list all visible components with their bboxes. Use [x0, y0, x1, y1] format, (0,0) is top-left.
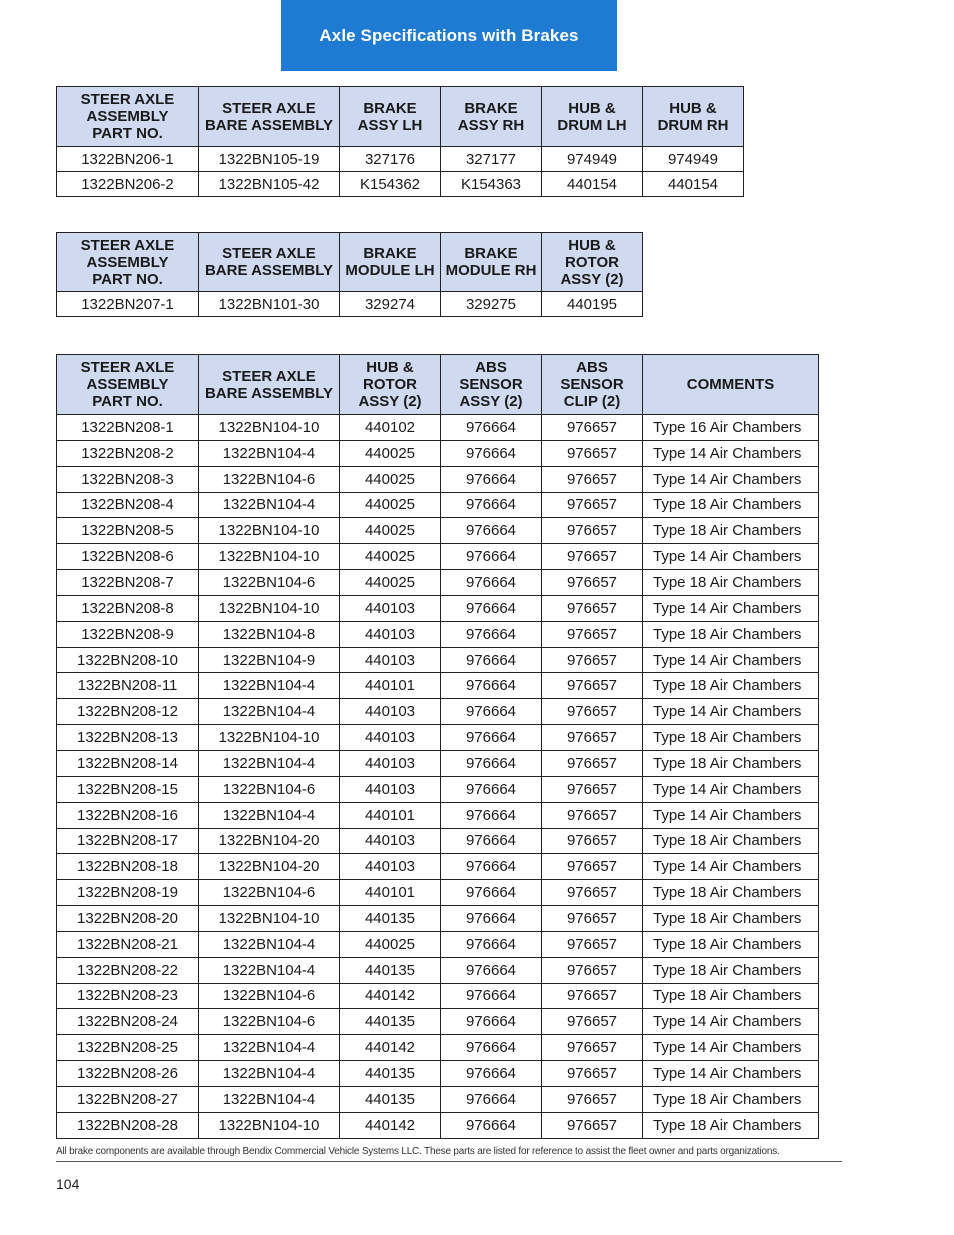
table-cell: 976664 [441, 1061, 542, 1087]
table-row [57, 570, 819, 596]
table-cell: 440025 [340, 518, 441, 544]
table-cell: 976664 [441, 1086, 542, 1112]
table-cell: 976657 [542, 1086, 643, 1112]
table-cell: Type 18 Air Chambers [643, 880, 819, 906]
table-cell: 327177 [441, 147, 542, 172]
table-cell: 976657 [542, 957, 643, 983]
table-cell: 1322BN208-2 [57, 440, 199, 466]
table-cell: 1322BN104-4 [199, 440, 340, 466]
table-cell: 1322BN104-20 [199, 854, 340, 880]
table-cell: 1322BN104-10 [199, 544, 340, 570]
table-cell: 440103 [340, 595, 441, 621]
table-row [57, 802, 819, 828]
column-header-line: BRAKE [464, 245, 518, 262]
column-header [199, 87, 340, 147]
column-header-line: DRUM LH [557, 116, 627, 134]
table-cell: 976664 [441, 983, 542, 1009]
column-header [441, 355, 542, 415]
table-cell: Type 18 Air Chambers [643, 931, 819, 957]
column-header [199, 355, 340, 415]
table-cell: 976664 [441, 931, 542, 957]
table-cell: Type 14 Air Chambers [643, 776, 819, 802]
table-cell: Type 14 Air Chambers [643, 1061, 819, 1087]
table-cell: 1322BN208-6 [57, 544, 199, 570]
table-cell: Type 14 Air Chambers [643, 466, 819, 492]
table-cell: 1322BN104-10 [199, 1112, 340, 1138]
table-cell: 1322BN208-4 [57, 492, 199, 518]
column-header-line: COMMENTS [686, 376, 775, 393]
table-row [57, 147, 744, 172]
table-cell: 1322BN208-20 [57, 906, 199, 932]
table-cell: 976657 [542, 440, 643, 466]
table-header-row [57, 87, 744, 147]
table-cell: 976657 [542, 544, 643, 570]
table-cell: 1322BN208-1 [57, 415, 199, 441]
brake-drum-spec-table [56, 86, 744, 197]
column-header-line: ASSEMBLY [86, 376, 169, 393]
column-header-line: BARE ASSEMBLY [204, 384, 334, 402]
table-cell: 329274 [340, 292, 441, 317]
table-cell: 1322BN104-6 [199, 880, 340, 906]
table-cell: 976657 [542, 776, 643, 802]
brake-module-spec-table [56, 232, 643, 317]
table-cell: 976657 [542, 699, 643, 725]
column-header-line: STEER AXLE [222, 367, 316, 385]
table-cell: 976657 [542, 1112, 643, 1138]
table-row [57, 1035, 819, 1061]
column-header-line: HUB & [568, 236, 616, 254]
table-cell: 1322BN104-4 [199, 1086, 340, 1112]
table-cell: 1322BN208-18 [57, 854, 199, 880]
table-cell: 1322BN206-1 [57, 147, 199, 172]
table-cell: 1322BN208-24 [57, 1009, 199, 1035]
table-cell: Type 14 Air Chambers [643, 854, 819, 880]
table-cell: 976657 [542, 518, 643, 544]
table-cell: 976657 [542, 1009, 643, 1035]
table-cell: 1322BN208-12 [57, 699, 199, 725]
table-cell: 440195 [542, 292, 643, 317]
table-cell: 976657 [542, 750, 643, 776]
table-cell: Type 14 Air Chambers [643, 1035, 819, 1061]
table-cell: 440102 [340, 415, 441, 441]
table-cell: 976664 [441, 492, 542, 518]
table-cell: 976664 [441, 750, 542, 776]
table-cell: 1322BN208-9 [57, 621, 199, 647]
column-header-line: SENSOR [459, 376, 523, 393]
table-row [57, 518, 819, 544]
column-header-line: PART NO. [92, 270, 163, 288]
table-cell: 1322BN105-19 [199, 147, 340, 172]
table-cell: Type 18 Air Chambers [643, 983, 819, 1009]
column-header-line: ROTOR [565, 253, 619, 271]
table-cell: 976657 [542, 415, 643, 441]
column-header [441, 87, 542, 147]
table-cell: Type 18 Air Chambers [643, 828, 819, 854]
table-row [57, 931, 819, 957]
table-cell: 1322BN104-9 [199, 647, 340, 673]
column-header-line: MODULE RH [445, 262, 537, 279]
table-cell: 440103 [340, 647, 441, 673]
table-cell: 1322BN208-7 [57, 570, 199, 596]
table-cell: 976664 [441, 440, 542, 466]
table-cell: 1322BN206-2 [57, 172, 199, 197]
table-cell: 976664 [441, 518, 542, 544]
column-header-line: ASSEMBLY [86, 253, 169, 271]
table-cell: 1322BN208-10 [57, 647, 199, 673]
table-cell: 1322BN104-20 [199, 828, 340, 854]
table-cell: Type 18 Air Chambers [643, 750, 819, 776]
table-cell: Type 18 Air Chambers [643, 570, 819, 596]
table-cell: Type 14 Air Chambers [643, 544, 819, 570]
table-cell: 1322BN101-30 [199, 292, 340, 317]
column-header-line: ASSY (2) [358, 393, 422, 410]
table-cell: 1322BN104-6 [199, 776, 340, 802]
column-header-line: PART NO. [92, 125, 163, 142]
column-header-line: HUB & [669, 99, 717, 117]
table-row [57, 750, 819, 776]
column-header-line: STEER AXLE [80, 91, 175, 108]
table-cell: 1322BN104-4 [199, 699, 340, 725]
table-cell: 1322BN104-6 [199, 570, 340, 596]
table-cell: 976664 [441, 725, 542, 751]
table-cell: 440103 [340, 854, 441, 880]
column-header-line: ASSEMBLY [86, 108, 169, 125]
table-cell: 1322BN104-4 [199, 1061, 340, 1087]
section-title-tab [281, 0, 617, 71]
table-cell: 1322BN208-19 [57, 880, 199, 906]
table-row [57, 828, 819, 854]
table-cell: 1322BN208-27 [57, 1086, 199, 1112]
table-row [57, 415, 819, 441]
column-header-line: ASSY LH [357, 116, 423, 134]
table-cell: 976657 [542, 854, 643, 880]
table-row [57, 466, 819, 492]
table-cell: 976664 [441, 1112, 542, 1138]
table-cell: Type 18 Air Chambers [643, 1086, 819, 1112]
table-cell: 976664 [441, 415, 542, 441]
table-row [57, 647, 819, 673]
column-header [340, 355, 441, 415]
table-cell: 327176 [340, 147, 441, 172]
table-row [57, 906, 819, 932]
table-row [57, 673, 819, 699]
column-header-line: PART NO. [92, 393, 163, 410]
table-cell: 976657 [542, 906, 643, 932]
table-cell: 440142 [340, 1035, 441, 1061]
column-header [340, 87, 441, 147]
column-header [542, 233, 643, 292]
table-cell: 976664 [441, 1009, 542, 1035]
table-cell: 1322BN208-5 [57, 518, 199, 544]
table-cell: 976657 [542, 828, 643, 854]
column-header-line: ABS [576, 359, 608, 376]
table-cell: 1322BN104-6 [199, 466, 340, 492]
table-cell: 1322BN208-26 [57, 1061, 199, 1087]
table-cell: Type 18 Air Chambers [643, 725, 819, 751]
table-cell: 976664 [441, 647, 542, 673]
table-cell: 976664 [441, 699, 542, 725]
table-cell: 976664 [441, 621, 542, 647]
column-header [57, 355, 199, 415]
column-header [340, 233, 441, 292]
table-cell: K154362 [340, 172, 441, 197]
table-cell: 976657 [542, 1035, 643, 1061]
table-cell: 440101 [340, 802, 441, 828]
table-cell: 440101 [340, 673, 441, 699]
footnote: All brake components are available through Bendix Commercial Vehicle Systems LLC. These parts are listed for reference to assist the fleet owner and parts organizations. [56, 1146, 842, 1162]
table-row [57, 544, 819, 570]
table-cell: 976664 [441, 802, 542, 828]
column-header [542, 87, 643, 147]
table-cell: 1322BN104-10 [199, 725, 340, 751]
table-row [57, 957, 819, 983]
table-row [57, 621, 819, 647]
section-title: Axle Specifications with Brakes [319, 25, 579, 45]
table-cell: 976657 [542, 983, 643, 1009]
table-cell: 1322BN208-11 [57, 673, 199, 699]
table-row [57, 292, 643, 317]
table-cell: Type 14 Air Chambers [643, 440, 819, 466]
page-number: 104 [56, 1176, 80, 1192]
table-cell: Type 14 Air Chambers [643, 595, 819, 621]
column-header-line: ASSY (2) [459, 393, 523, 410]
table-cell: Type 14 Air Chambers [643, 647, 819, 673]
column-header-line: STEER AXLE [80, 236, 175, 254]
table-cell: 1322BN104-10 [199, 595, 340, 621]
table-row [57, 595, 819, 621]
table-cell: 976664 [441, 880, 542, 906]
table-row [57, 1061, 819, 1087]
column-header-line: MODULE LH [345, 262, 435, 279]
table-cell: 976657 [542, 466, 643, 492]
table-cell: 976664 [441, 776, 542, 802]
table-cell: Type 16 Air Chambers [643, 415, 819, 441]
table-cell: 976657 [542, 880, 643, 906]
table-cell: 974949 [542, 147, 643, 172]
table-cell: Type 18 Air Chambers [643, 492, 819, 518]
table-cell: 976664 [441, 1035, 542, 1061]
table-cell: 440025 [340, 466, 441, 492]
table-row [57, 854, 819, 880]
table-cell: 1322BN105-42 [199, 172, 340, 197]
table-cell: 440135 [340, 1086, 441, 1112]
table-cell: 1322BN104-4 [199, 673, 340, 699]
table-cell: 976664 [441, 957, 542, 983]
column-header [199, 233, 340, 292]
table-cell: 440103 [340, 699, 441, 725]
table-cell: 1322BN104-4 [199, 931, 340, 957]
column-header [441, 233, 542, 292]
column-header [643, 87, 744, 147]
table-cell: 976657 [542, 673, 643, 699]
column-header-line: HUB & [366, 359, 414, 376]
table-cell: 440103 [340, 725, 441, 751]
table-cell: 976657 [542, 621, 643, 647]
table-cell: 976664 [441, 854, 542, 880]
table-row [57, 983, 819, 1009]
table-cell: 440025 [340, 544, 441, 570]
table-cell: 976657 [542, 802, 643, 828]
table-cell: 440154 [542, 172, 643, 197]
table-cell: Type 18 Air Chambers [643, 906, 819, 932]
table-cell: 1322BN104-4 [199, 1035, 340, 1061]
table-cell: 976664 [441, 595, 542, 621]
table-cell: 976664 [441, 828, 542, 854]
table-cell: 440025 [340, 570, 441, 596]
column-header [57, 233, 199, 292]
table-cell: 440103 [340, 621, 441, 647]
table-row [57, 776, 819, 802]
column-header-line: STEER AXLE [80, 359, 175, 376]
column-header-line: BRAKE [464, 99, 518, 117]
column-header-line: CLIP (2) [563, 393, 621, 410]
table-cell: 974949 [643, 147, 744, 172]
table-cell: Type 18 Air Chambers [643, 673, 819, 699]
column-header-line: ABS [475, 359, 507, 376]
table-row [57, 172, 744, 197]
column-header-line: ASSY (2) [560, 270, 624, 288]
table-cell: Type 14 Air Chambers [643, 699, 819, 725]
table-cell: 976657 [542, 647, 643, 673]
column-header [542, 355, 643, 415]
abs-spec-table [56, 354, 819, 1139]
table-row [57, 1009, 819, 1035]
table-cell: 1322BN104-10 [199, 415, 340, 441]
table-row [57, 492, 819, 518]
table-row [57, 1112, 819, 1138]
table-cell: 440025 [340, 440, 441, 466]
table-cell: 440101 [340, 880, 441, 906]
table-cell: Type 18 Air Chambers [643, 1112, 819, 1138]
table-cell: 1322BN104-4 [199, 802, 340, 828]
table-cell: 1322BN104-10 [199, 518, 340, 544]
table-cell: 976657 [542, 931, 643, 957]
table-cell: 1322BN208-8 [57, 595, 199, 621]
table-cell: 1322BN208-22 [57, 957, 199, 983]
table-cell: Type 18 Air Chambers [643, 518, 819, 544]
column-header-line: STEER AXLE [222, 99, 316, 117]
table-cell: 440135 [340, 1061, 441, 1087]
table-cell: 1322BN104-10 [199, 906, 340, 932]
table-cell: 440135 [340, 1009, 441, 1035]
table-cell: 976664 [441, 466, 542, 492]
table-cell: 440103 [340, 828, 441, 854]
table-header-row [57, 233, 643, 292]
table-cell: 1322BN104-4 [199, 492, 340, 518]
table-cell: 1322BN104-8 [199, 621, 340, 647]
table-cell: 1322BN208-23 [57, 983, 199, 1009]
table-cell: 1322BN208-14 [57, 750, 199, 776]
column-header-line: BARE ASSEMBLY [204, 262, 334, 279]
column-header-line: HUB & [568, 99, 616, 117]
table-cell: 976657 [542, 492, 643, 518]
table-cell: Type 14 Air Chambers [643, 1009, 819, 1035]
table-cell: 440025 [340, 931, 441, 957]
table-cell: K154363 [441, 172, 542, 197]
column-header-line: BRAKE [363, 99, 417, 117]
column-header-line: DRUM RH [657, 116, 729, 134]
table-cell: 440103 [340, 776, 441, 802]
table-cell: 976657 [542, 595, 643, 621]
table-cell: 1322BN208-17 [57, 828, 199, 854]
table-cell: Type 18 Air Chambers [643, 957, 819, 983]
table-row [57, 880, 819, 906]
table-row [57, 440, 819, 466]
table-cell: 976664 [441, 906, 542, 932]
table-cell: 1322BN104-4 [199, 750, 340, 776]
column-header-line: BRAKE [363, 245, 417, 262]
table-cell: 1322BN104-6 [199, 983, 340, 1009]
table-cell: 976664 [441, 570, 542, 596]
table-cell: 329275 [441, 292, 542, 317]
column-header-line: STEER AXLE [222, 245, 316, 262]
table-cell: 1322BN208-21 [57, 931, 199, 957]
table-cell: 440142 [340, 1112, 441, 1138]
table-cell: 1322BN208-16 [57, 802, 199, 828]
table-cell: Type 14 Air Chambers [643, 802, 819, 828]
column-header [57, 87, 199, 147]
table-header-row [57, 355, 819, 415]
table-row [57, 699, 819, 725]
table-cell: 440135 [340, 906, 441, 932]
column-header-line: ROTOR [363, 376, 417, 393]
table-cell: 1322BN208-28 [57, 1112, 199, 1138]
column-header [643, 355, 819, 415]
table-cell: 440025 [340, 492, 441, 518]
table-cell: 976657 [542, 570, 643, 596]
table-cell: 1322BN208-13 [57, 725, 199, 751]
column-header-line: SENSOR [560, 376, 624, 393]
table-cell: 1322BN104-6 [199, 1009, 340, 1035]
table-cell: 976657 [542, 725, 643, 751]
table-cell: 440135 [340, 957, 441, 983]
table-cell: 1322BN208-15 [57, 776, 199, 802]
table-cell: 1322BN104-4 [199, 957, 340, 983]
table-cell: 440103 [340, 750, 441, 776]
table-row [57, 725, 819, 751]
table-cell: 976664 [441, 544, 542, 570]
table-cell: 440154 [643, 172, 744, 197]
table-cell: Type 18 Air Chambers [643, 621, 819, 647]
column-header-line: ASSY RH [457, 116, 525, 134]
column-header-line: BARE ASSEMBLY [204, 116, 334, 134]
table-row [57, 1086, 819, 1112]
table-cell: 1322BN208-3 [57, 466, 199, 492]
table-cell: 976664 [441, 673, 542, 699]
table-cell: 1322BN207-1 [57, 292, 199, 317]
table-cell: 1322BN208-25 [57, 1035, 199, 1061]
table-cell: 976657 [542, 1061, 643, 1087]
table-cell: 440142 [340, 983, 441, 1009]
